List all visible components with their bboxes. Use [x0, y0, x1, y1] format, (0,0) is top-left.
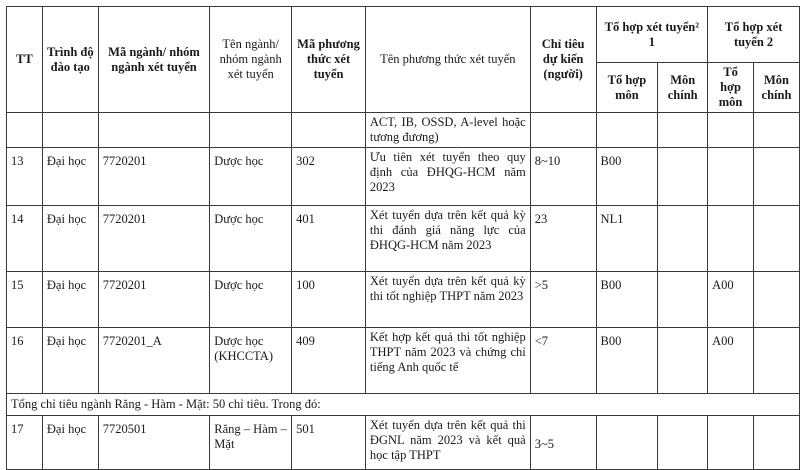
cell-th2-chinh	[753, 206, 799, 272]
table-row	[7, 206, 800, 272]
subheader-mon-chinh-2: Môn chính	[753, 63, 799, 113]
col-header-ten-phuong-thuc: Tên phương thức xét tuyển	[365, 7, 530, 113]
cell-tt: 15	[7, 272, 43, 328]
cell-ma-pt: 302	[292, 148, 366, 206]
cell-ma-pt: 100	[292, 272, 366, 328]
section-note: Tổng chỉ tiêu ngành Răng - Hàm - Mặt: 50 chỉ tiêu. Trong đó:	[7, 394, 800, 416]
cell-ma-pt: 401	[292, 206, 366, 272]
col-header-to-hop-2: Tổ hợp xét tuyển 2	[708, 7, 800, 63]
cell-ma-nganh: 7720201	[98, 206, 210, 272]
subheader-to-hop-mon-1: Tổ hợp môn	[596, 63, 658, 113]
cell-ten-nganh: Răng – Hàm – Mặt	[210, 416, 292, 470]
cell-tt: 13	[7, 148, 43, 206]
cell-tt: 14	[7, 206, 43, 272]
continuation-row	[7, 113, 800, 148]
cell-chi-tieu: >5	[530, 272, 596, 328]
cell-ma-nganh: 7720201_A	[98, 328, 210, 394]
admission-table	[6, 6, 800, 470]
cell-trinh-do: Đại học	[42, 206, 98, 272]
continuation-method-text: ACT, IB, OSSD, A-level hoặc tương đương)	[365, 113, 530, 148]
col-header-chi-tieu: Chỉ tiêu dự kiến (người)	[530, 7, 596, 113]
cell-ten-nganh: Dược học	[210, 206, 292, 272]
cell-ten-nganh: Dược học (KHCCTA)	[210, 328, 292, 394]
cell-tt: 17	[7, 416, 43, 470]
cell-chi-tieu: 3~5	[530, 416, 596, 470]
cell-trinh-do: Đại học	[42, 148, 98, 206]
cell-th2-chinh	[753, 328, 799, 394]
cell-ten-pt: Ưu tiên xét tuyển theo quy định của ĐHQG-HCM năm 2023	[365, 148, 530, 206]
table-row	[7, 148, 800, 206]
cell-th1-mon: NL1	[596, 206, 658, 272]
cell-ma-nganh: 7720501	[98, 416, 210, 470]
cell-ma-nganh: 7720201	[98, 272, 210, 328]
cell-ten-pt: Xét tuyển dựa trên kết quả kỳ thi tốt nghiệp THPT năm 2023	[365, 272, 530, 328]
cell-trinh-do: Đại học	[42, 328, 98, 394]
cell-ma-pt: 501	[292, 416, 366, 470]
col-header-tt: TT	[7, 7, 43, 113]
cell-th1-chinh	[658, 148, 708, 206]
cell-ma-nganh: 7720201	[98, 148, 210, 206]
cell-th2-mon	[708, 206, 754, 272]
cell-th1-chinh	[658, 328, 708, 394]
table-row	[7, 328, 800, 394]
col-header-trinh-do: Trình độ đào tạo	[42, 7, 98, 113]
cell-th2-mon: A00	[708, 272, 754, 328]
cell-chi-tieu: 8~10	[530, 148, 596, 206]
subheader-to-hop-mon-2: Tổ hợp môn	[708, 63, 754, 113]
col-header-ma-phuong-thuc: Mã phương thức xét tuyển	[292, 7, 366, 113]
cell-ten-nganh: Dược học	[210, 148, 292, 206]
cell-th1-chinh	[658, 416, 708, 470]
cell-th2-mon	[708, 148, 754, 206]
cell-th2-chinh	[753, 148, 799, 206]
cell-th1-mon: B00	[596, 272, 658, 328]
col-header-ten-nganh: Tên ngành/ nhóm ngành xét tuyển	[210, 7, 292, 113]
cell-tt: 16	[7, 328, 43, 394]
header-row	[7, 7, 800, 63]
cell-ten-nganh: Dược học	[210, 272, 292, 328]
cell-ma-pt: 409	[292, 328, 366, 394]
cell-th1-mon: B00	[596, 328, 658, 394]
cell-trinh-do: Đại học	[42, 272, 98, 328]
cell-th2-chinh	[753, 272, 799, 328]
cell-th1-chinh	[658, 272, 708, 328]
cell-th1-mon: B00	[596, 148, 658, 206]
cell-ten-pt: Xét tuyển dựa trên kết quả thi ĐGNL năm 2023 và kết quả học tập THPT	[365, 416, 530, 470]
col-header-ma-nganh: Mã ngành/ nhóm ngành xét tuyển	[98, 7, 210, 113]
cell-ten-pt: Xét tuyển dựa trên kết quả kỳ thi đánh giá năng lực của ĐHQG-HCM năm 2023	[365, 206, 530, 272]
subheader-mon-chinh-1: Môn chính	[658, 63, 708, 113]
table-row	[7, 272, 800, 328]
col-header-to-hop-1: Tổ hợp xét tuyển² 1	[596, 7, 708, 63]
cell-th2-chinh	[753, 416, 799, 470]
table-row	[7, 416, 800, 470]
cell-ten-pt: Kết hợp kết quả thi tốt nghiệp THPT năm 2023 và chứng chỉ tiếng Anh quốc tế	[365, 328, 530, 394]
cell-th1-chinh	[658, 206, 708, 272]
cell-chi-tieu: <7	[530, 328, 596, 394]
section-note-row	[7, 394, 800, 416]
cell-th1-mon	[596, 416, 658, 470]
cell-trinh-do: Đại học	[42, 416, 98, 470]
cell-chi-tieu: 23	[530, 206, 596, 272]
cell-th2-mon: A00	[708, 328, 754, 394]
cell-th2-mon	[708, 416, 754, 470]
